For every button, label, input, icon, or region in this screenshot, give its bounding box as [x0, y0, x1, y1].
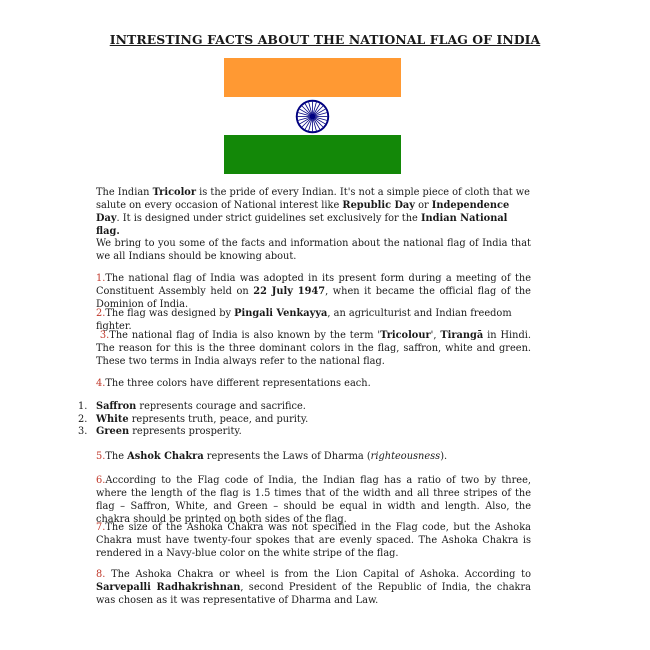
flag-green-band — [224, 135, 401, 174]
list-item: 3. Green represents prosperity. — [78, 426, 242, 437]
fact-8: 8. The Ashoka Chakra or wheel is from the Lion Capital of Ashoka. According to Sarvepalli Radhakrishnan, second President of the Republic of India, the chakra was chosen as it was representative of Dharma and Law. — [96, 569, 531, 606]
ashoka-chakra-icon — [295, 99, 330, 134]
list-item: 1. Saffron represents courage and sacrifice. — [78, 401, 306, 412]
fact-2: 2.The flag was designed by Pingali Venkayya, an agriculturist and Indian freedom fighter. — [96, 308, 512, 332]
fact-1: 1.The national flag of India was adopted in its present form during a meeting of the Constituent Assembly held on 22 July 1947, when it became the official flag of the Dominion of India. — [96, 273, 531, 310]
page-title: INTRESTING FACTS ABOUT THE NATIONAL FLAG OF INDIA — [109, 32, 541, 47]
flag-saffron-band — [224, 58, 401, 97]
fact-5: 5.The Ashok Chakra represents the Laws of Dharma (righteousness). — [96, 451, 448, 462]
indian-flag-image — [224, 58, 401, 174]
list-item: 2. White represents truth, peace, and purity. — [78, 413, 309, 425]
fact-4: 4.The three colors have different representations each. — [96, 378, 371, 389]
intro-paragraph: The Indian Tricolor is the pride of every Indian. It's not a simple piece of cloth that we salute on every occasion of National interest like Republic Day or Independence Day. It is designed under strict guidelines set exclusively for the Indian National flag. — [96, 187, 530, 237]
colors-list — [78, 401, 378, 439]
bring-paragraph: We bring to you some of the facts and information about the national flag of India that we all Indians should be knowing about. — [96, 238, 531, 262]
fact-3: 3.The national flag of India is also known by the term 'Tricolour', Tirangā in Hindi. The reason for this is the three dominant colors in the flag, saffron, white and green. These two terms in India always refer to the national flag. — [96, 330, 531, 367]
fact-7: 7.The size of the Ashoka Chakra was not specified in the Flag code, but the Ashoka Chakra must have twenty-four spokes that are evenly spaced. The Ashoka Chakra is rendered in a Navy-blue color on the white stripe of the flag. — [96, 522, 531, 559]
fact-6: 6.According to the Flag code of India, the Indian flag has a ratio of two by three, where the length of the flag is 1.5 times that of the width and all three stripes of the flag – Saffron, White, and Green – should be equal in width and length. Also, the chakra should be printed on both sides of the flag. — [96, 475, 531, 525]
